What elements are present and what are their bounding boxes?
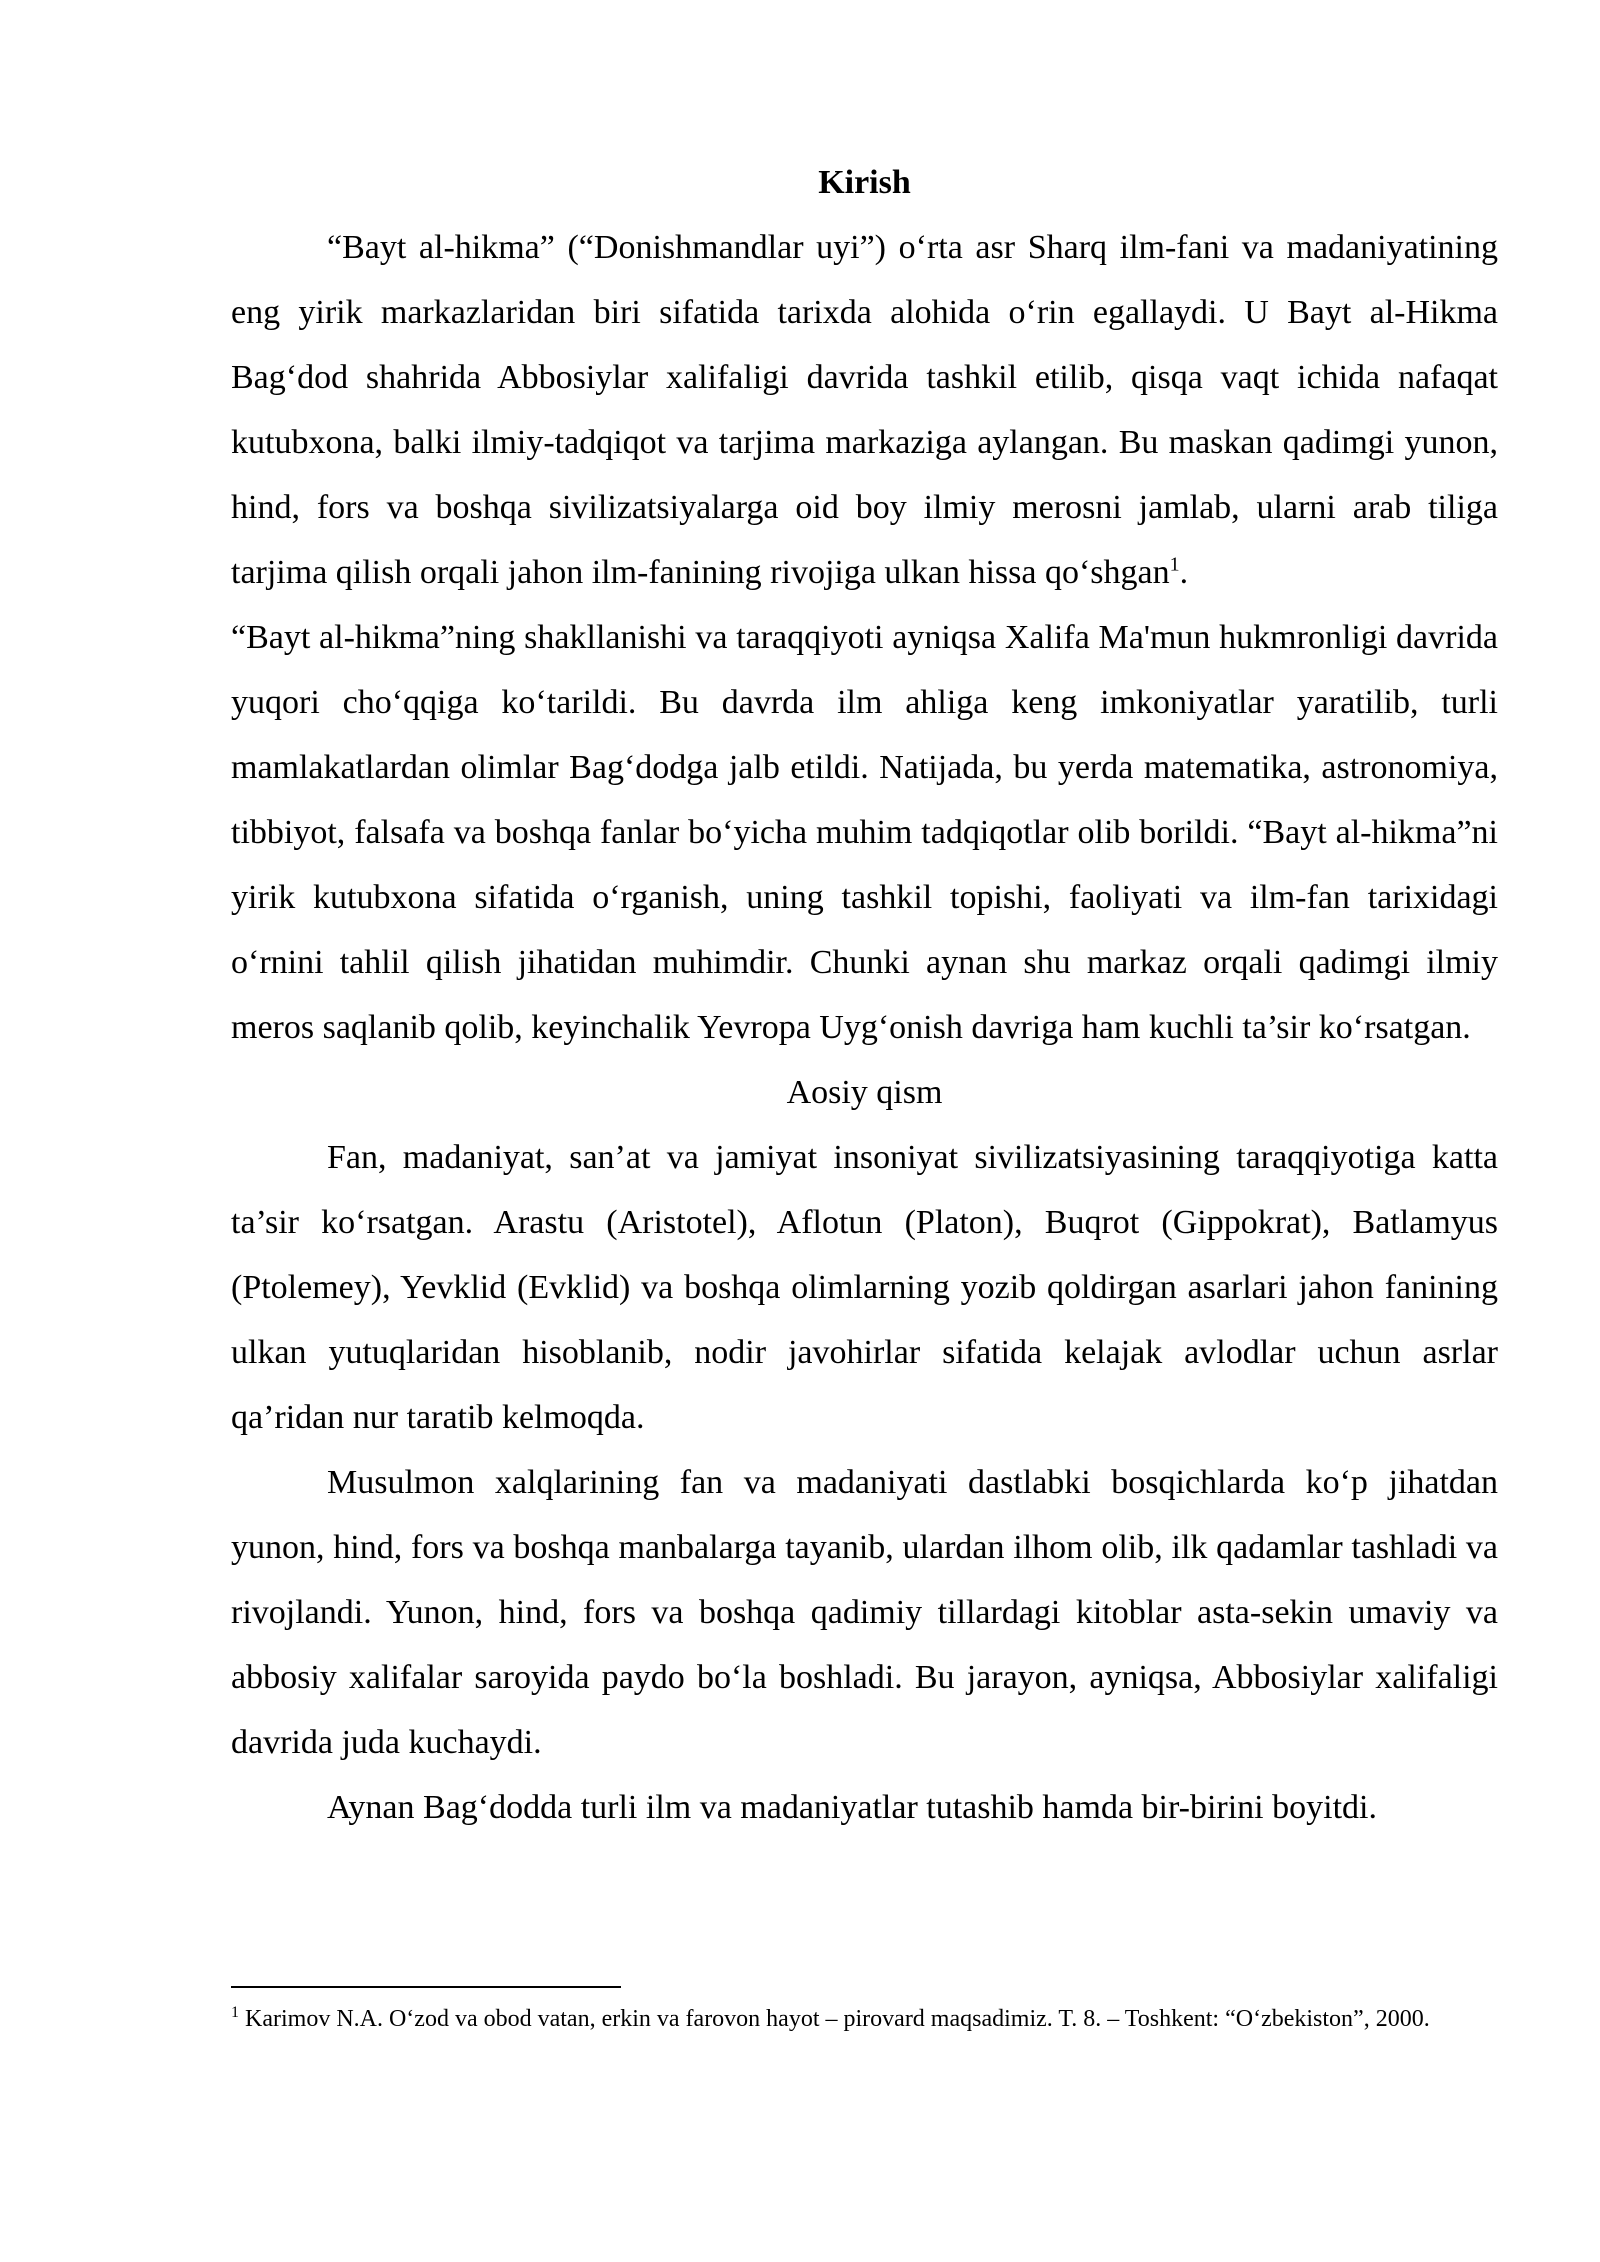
- intro-paragraph-1: [231, 215, 1498, 605]
- intro-paragraph-1-text: “Bayt al-hikma” (“Donishmandlar uyi”) o‘rta asr Sharq ilm-fani va madaniyatining eng yirik markazlaridan biri sifatida tarixda alohida o‘rin egallaydi. U Bayt al-Hikma Bag‘dod shahrida Abbosiylar xalifaligi davrida tashkil etilib, qisqa vaqt ichida nafaqat kutubxona, balki ilmiy-tadqiqot va tarjima markaziga aylangan. Bu maskan qadimgi yunon, hind, fors va boshqa sivilizatsiyalarga oid boy ilmiy merosni jamlab, ularni arab tiliga tarjima qilish orqali jahon ilm-fanining rivojiga ulkan hissa qo‘shgan: [231, 229, 1498, 591]
- page-body: [231, 150, 1498, 1840]
- footnote-divider: [231, 1986, 621, 1988]
- main-paragraph-3: Aynan Bag‘dodda turli ilm va madaniyatlar tutashib hamda bir-birini boyitdi.: [327, 1789, 1377, 1826]
- section-heading-main: Aosiy qism: [786, 1074, 943, 1111]
- footnote-text: Karimov N.A. O‘zod va obod vatan, erkin va farovon hayot – pirovard maqsadimiz. T. 8. – Toshkent: “O‘zbekiston”, 2000.: [245, 2006, 1430, 2032]
- intro-paragraph-2: “Bayt al-hikma”ning shakllanishi va taraqqiyoti ayniqsa Xalifa Ma'mun hukmronligi davrida yuqori cho‘qqiga ko‘tarildi. Bu davrda ilm ahliga keng imkoniyatlar yaratilib, turli mamlakatlardan olimlar Bag‘dodga jalb etildi. Natijada, bu yerda matematika, astronomiya, tibbiyot, falsafa va boshqa fanlar bo‘yicha muhim tadqiqotlar olib borildi. “Bayt al-hikma”ni yirik kutubxona sifatida o‘rganish, uning tashkil topishi, faoliyati va ilm-fan tarixidagi o‘rnini tahlil qilish jihatidan muhimdir. Chunki aynan shu markaz orqali qadimgi ilmiy meros saqlanib qolib, keyinchalik Yevropa Uyg‘onish davriga ham kuchli ta’sir ko‘rsatgan.: [231, 619, 1498, 1046]
- footnote-marker: 1: [231, 2004, 239, 2021]
- intro-paragraph-1-end: .: [1179, 554, 1189, 591]
- section-heading-introduction: Kirish: [818, 164, 911, 201]
- footnote-reference[interactable]: 1: [1169, 553, 1180, 576]
- main-paragraph-1: Fan, madaniyat, san’at va jamiyat insoniyat sivilizatsiyasining taraqqiyotiga katta ta’sir ko‘rsatgan. Arastu (Aristotel), Aflotun (Platon), Buqrot (Gippokrat), Batlamyus (Ptolemey), Yevklid (Evklid) va boshqa olimlarning yozib qoldirgan asarlari jahon fanining ulkan yutuqlaridan hisoblanib, nodir javohirlar sifatida kelajak avlodlar uchun asrlar qa’ridan nur taratib kelmoqda.: [231, 1139, 1498, 1436]
- footnote: [231, 1997, 1498, 2042]
- main-paragraph-2: Musulmon xalqlarining fan va madaniyati dastlabki bosqichlarda ko‘p jihatdan yunon, hind, fors va boshqa manbalarga tayanib, ulardan ilhom olib, ilk qadamlar tashladi va rivojlandi. Yunon, hind, fors va boshqa qadimiy tillardagi kitoblar asta-sekin umaviy va abbosiy xalifalar saroyida paydo bo‘la boshladi. Bu jarayon, ayniqsa, Abbosiylar xalifaligi davrida juda kuchaydi.: [231, 1464, 1498, 1761]
